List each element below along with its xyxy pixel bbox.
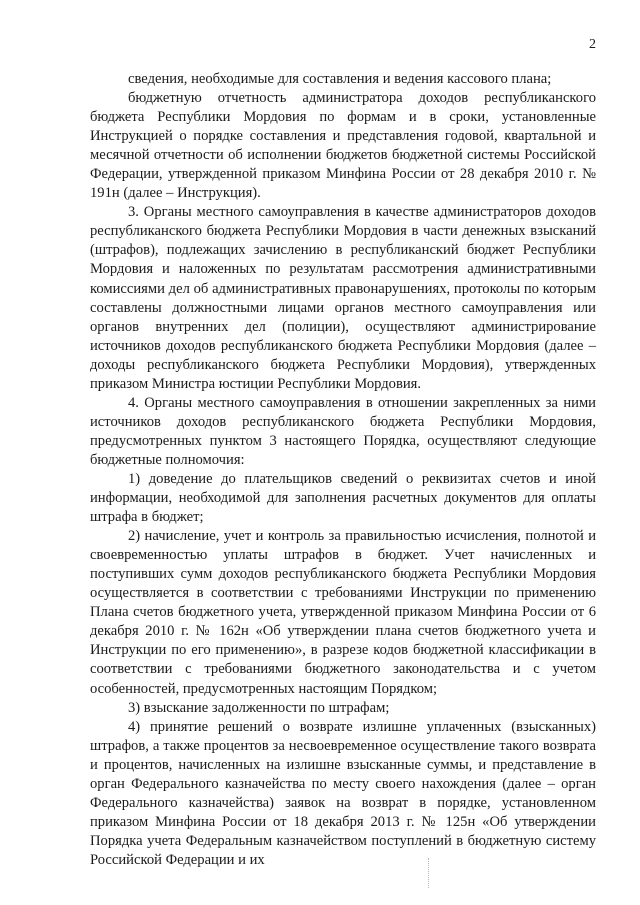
paragraph-item-1: 1) доведение до плательщиков сведений о реквизитах счетов и иной информации, необходимой для заполнения расчетных документов для оплаты штрафа в бюджет; <box>90 470 596 526</box>
paragraph-item-3: 3) взыскание задолженности по штрафам; <box>128 699 390 716</box>
paragraph-section-4: 4. Органы местного самоуправления в отношении закрепленных за ними источников доходов республиканского бюджета Республики Мордовия, предусмотренных пунктом 3 настоящего Порядка, осуществляют следующие бюджетные полномочия: <box>90 394 596 468</box>
paragraph-budget-info: сведения, необходимые для составления и ведения кассового плана; <box>128 71 552 87</box>
paragraph-item-2: 2) начисление, учет и контроль за правильностью исчисления, полнотой и своевременностью уплаты штрафов в бюджет. Учет начисленных и поступивших сумм доходов республиканского бюджета Республики Мордовия осуществляется в соответствии с требованиями Инструкции по применению Плана счетов бюджетного учета, утвержденной приказом Минфина России от 6 декабря 2010 г. № 162н «Об утверждении плана счетов бюджетного учета и Инструкции по его применению», в разрезе кодов бюджетной классификации в соответствии с требованиями бюджетного законодательства и с учетом особенностей, предусмотренных настоящим Порядком; <box>90 528 596 697</box>
page-number: 2 <box>589 37 596 52</box>
document-text <box>90 70 596 870</box>
scan-margin-mark <box>428 858 430 888</box>
paragraph-budget-reporting: бюджетную отчетность администратора доходов республиканского бюджета Республики Мордовия по формам и в сроки, установленные Инструкцией о порядке составления и представления годовой, квартальной и месячной отчетности об исполнении бюджетов бюджетной системы Российской Федерации, утвержденной приказом Минфина России от 28 декабря 2010 г. № 191н (далее – Инструкция). <box>90 90 596 202</box>
paragraph-item-4: 4) принятие решений о возврате излишне уплаченных (взысканных) штрафов, а также процентов за несвоевременное осуществление такого возврата и процентов, начисленных на излишне взысканные суммы, и представление в орган Федерального казначейства по месту своего нахождения (далее – орган Федерального казначейства) заявок на возврат в порядке, установленном приказом Минфина России от 18 декабря 2013 г. № 125н «Об утверждении Порядка учета Федеральным казначейством поступлений в бюджетную систему Российской Федерации и их <box>90 718 596 868</box>
paragraph-section-3: 3. Органы местного самоуправления в качестве администраторов доходов республиканского бюджета Республики Мордовия в части денежных взысканий (штрафов), подлежащих зачислению в республиканский бюджет Республики Мордовия и наложенных по результатам рассмотрения административными комиссиями дел об административных правонарушениях, протоколы по которым составлены должностными лицами органов местного самоуправления или органов внутренних дел (полиции), осуществляют администрирование источников доходов республиканского бюджета Республики Мордовия (далее – доходы республиканского бюджета Республики Мордовия), утвержденных приказом Министра юстиции Республики Мордовия. <box>90 204 596 392</box>
